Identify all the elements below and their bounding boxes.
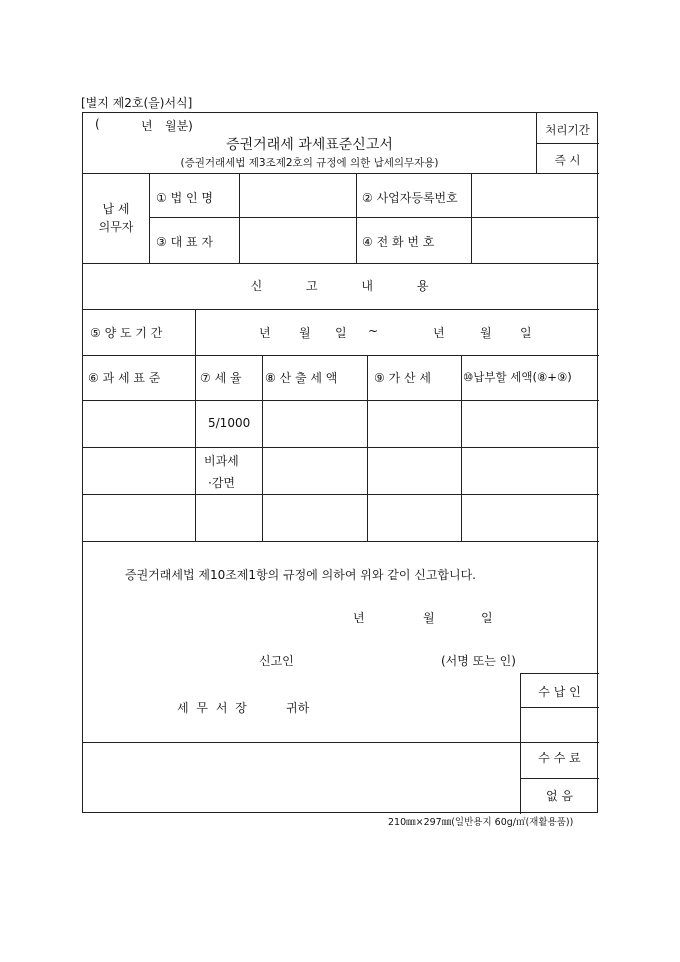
processing-period-label: 처리기간 xyxy=(545,123,590,137)
period-prefix: ( xyxy=(95,117,100,131)
form-title: 증권거래세 과세표준신고서 xyxy=(226,137,393,153)
col-additional-tax: ⑨ 가 산 세 xyxy=(374,371,431,385)
period-start-day: 일 xyxy=(335,326,347,340)
corp-name-label: ① 법 인 명 xyxy=(156,191,213,205)
col-tax-payable: ⑩납부할 세액(⑧+⑨) xyxy=(463,370,572,384)
rate-row-2-line-2: ·감면 xyxy=(208,476,235,490)
period-start-month: 월 xyxy=(299,326,311,340)
receipt-stamp-label: 수 납 인 xyxy=(538,685,581,699)
representative-label: ③ 대 표 자 xyxy=(156,235,213,249)
period-end-day: 일 xyxy=(520,326,532,340)
phone-label: ④ 전 화 번 호 xyxy=(362,235,435,249)
col-tax-rate: ⑦ 세 율 xyxy=(200,371,242,385)
period-start-year: 년 xyxy=(259,326,271,340)
taxpayer-group-label-2: 의무자 xyxy=(98,220,134,234)
form-code: [별지 제2호(을)서식] xyxy=(81,96,193,110)
period-year: 년 xyxy=(141,119,153,133)
honorific: 귀하 xyxy=(286,701,310,715)
rate-row-2-line-1: 비과세 xyxy=(204,454,239,468)
transfer-period-label: ⑤ 양 도 기 간 xyxy=(90,326,163,340)
fee-value: 없 음 xyxy=(546,789,573,803)
period-tilde: ~ xyxy=(368,324,379,338)
period-end-year: 년 xyxy=(433,326,445,340)
declaration-year: 년 xyxy=(353,611,365,625)
declarant-label: 신고인 xyxy=(259,654,294,668)
signature-label: (서명 또는 인) xyxy=(441,654,516,668)
declaration-month: 월 xyxy=(423,611,435,625)
declaration-statement: 증권거래세법 제10조제1항의 규정에 의하여 위와 같이 신고합니다. xyxy=(125,568,476,582)
processing-period-value: 즉 시 xyxy=(554,153,581,167)
paper-spec-footnote: 210㎜×297㎜(일반용지 60g/㎡(재활용품)) xyxy=(388,817,574,828)
fee-label: 수 수 료 xyxy=(538,751,581,765)
rate-row-1: 5/1000 xyxy=(208,416,251,430)
biz-reg-label: ② 사업자등록번호 xyxy=(362,191,458,205)
col-computed-tax: ⑧ 산 출 세 액 xyxy=(265,371,338,385)
tax-return-form xyxy=(82,112,598,813)
declaration-day: 일 xyxy=(481,611,493,625)
recipient: 세 무 서 장 xyxy=(177,701,249,715)
taxpayer-group-label-1: 납 세 xyxy=(102,202,130,216)
section-title: 신 고 내 용 xyxy=(250,279,432,293)
period-end-month: 월 xyxy=(480,326,492,340)
col-tax-base: ⑥ 과 세 표 준 xyxy=(88,371,161,385)
form-subtitle: (증권거래세법 제3조제2호의 규정에 의한 납세의무자용) xyxy=(180,157,439,169)
period-month: 월분) xyxy=(165,119,193,133)
